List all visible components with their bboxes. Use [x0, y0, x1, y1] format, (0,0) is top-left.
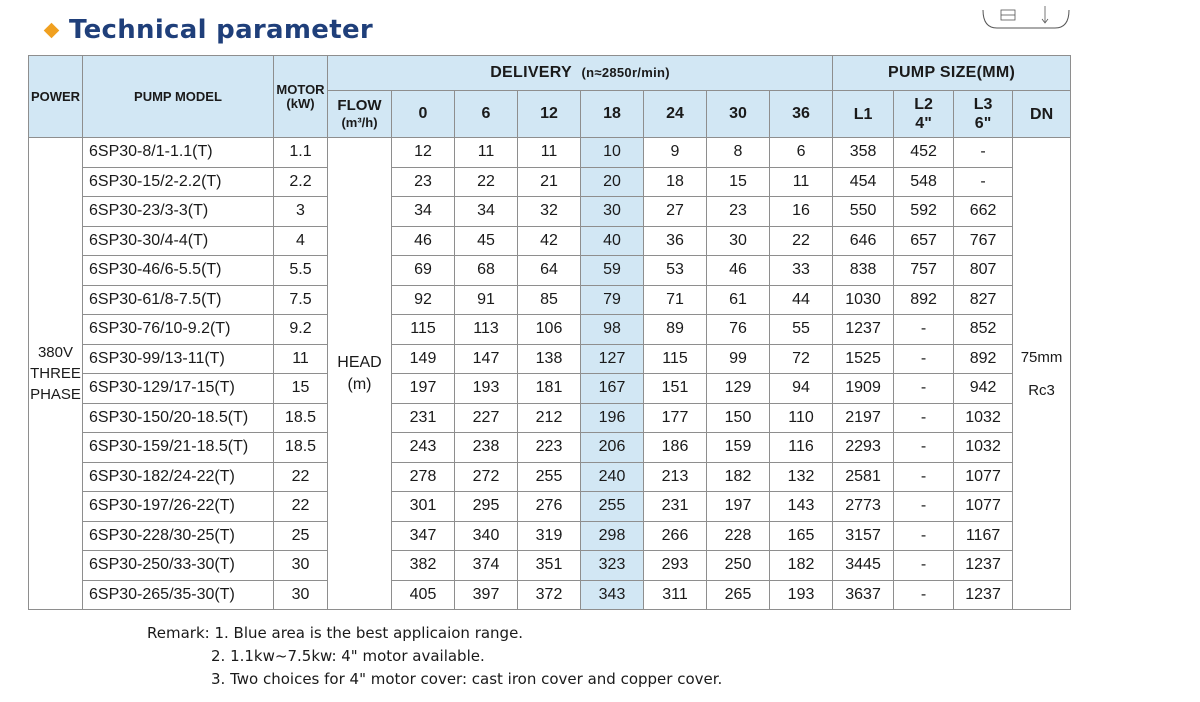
l1-cell: 358	[833, 138, 894, 168]
pump-model-cell: 6SP30-23/3-3(T)	[83, 197, 274, 227]
head-value-cell: 149	[392, 344, 455, 374]
power-header: POWER	[29, 56, 83, 138]
head-value-cell: 16	[770, 197, 833, 227]
head-value-cell-best: 206	[581, 433, 644, 463]
head-value-cell: 147	[455, 344, 518, 374]
head-value-cell-best: 30	[581, 197, 644, 227]
l2-cell: 757	[894, 256, 954, 286]
l2-cell: 592	[894, 197, 954, 227]
head-value-cell: 76	[707, 315, 770, 345]
l1-cell: 838	[833, 256, 894, 286]
head-value-cell: 30	[707, 226, 770, 256]
head-value-cell: 151	[644, 374, 707, 404]
flow-header: FLOW (m³/h)	[328, 91, 392, 138]
head-value-cell-best: 59	[581, 256, 644, 286]
l1-cell: 3637	[833, 580, 894, 610]
motor-cell: 11	[274, 344, 328, 374]
pump-model-cell: 6SP30-228/30-25(T)	[83, 521, 274, 551]
pump-model-cell: 6SP30-8/1-1.1(T)	[83, 138, 274, 168]
flow-value-header: 36	[770, 91, 833, 138]
head-value-cell: 69	[392, 256, 455, 286]
pump-model-cell: 6SP30-250/33-30(T)	[83, 551, 274, 581]
l1-header: L1	[833, 91, 894, 138]
motor-cell: 22	[274, 492, 328, 522]
l3-cell: 942	[954, 374, 1013, 404]
table-row	[29, 433, 1071, 463]
pump-model-cell: 6SP30-265/35-30(T)	[83, 580, 274, 610]
remark-line: 3. Two choices for 4" motor cover: cast iron cover and copper cover.	[211, 670, 723, 688]
head-value-cell: 197	[707, 492, 770, 522]
l2-cell: -	[894, 344, 954, 374]
head-value-cell: 193	[455, 374, 518, 404]
l3-cell: 1077	[954, 462, 1013, 492]
motor-cell: 22	[274, 462, 328, 492]
table-row	[29, 167, 1071, 197]
head-value-cell: 89	[644, 315, 707, 345]
head-value-cell-best: 20	[581, 167, 644, 197]
l3-cell: 892	[954, 344, 1013, 374]
l1-cell: 454	[833, 167, 894, 197]
l1-cell: 1909	[833, 374, 894, 404]
l2-cell: -	[894, 521, 954, 551]
head-value-cell: 61	[707, 285, 770, 315]
head-cell: HEAD (m)	[328, 138, 392, 610]
l1-cell: 1525	[833, 344, 894, 374]
pump-model-cell: 6SP30-150/20-18.5(T)	[83, 403, 274, 433]
l2-cell: 452	[894, 138, 954, 168]
head-value-cell-best: 167	[581, 374, 644, 404]
head-value-cell: 36	[644, 226, 707, 256]
motor-header: MOTOR (kW)	[274, 56, 328, 138]
head-value-cell: 11	[518, 138, 581, 168]
dn-cell: 75mm Rc3	[1013, 138, 1071, 610]
head-value-cell: 91	[455, 285, 518, 315]
head-value-cell: 34	[455, 197, 518, 227]
head-value-cell: 266	[644, 521, 707, 551]
head-value-cell: 18	[644, 167, 707, 197]
table-row	[29, 403, 1071, 433]
flow-value-header: 6	[455, 91, 518, 138]
flow-value-header: 12	[518, 91, 581, 138]
delivery-header: DELIVERY (n≈2850r/min)	[328, 56, 833, 91]
head-value-cell: 186	[644, 433, 707, 463]
head-value-cell: 278	[392, 462, 455, 492]
head-value-cell: 21	[518, 167, 581, 197]
head-value-cell: 85	[518, 285, 581, 315]
l2-cell: -	[894, 551, 954, 581]
head-value-cell: 276	[518, 492, 581, 522]
l3-cell: 807	[954, 256, 1013, 286]
table-row	[29, 138, 1071, 168]
l1-cell: 646	[833, 226, 894, 256]
table-body	[29, 138, 1071, 610]
head-value-cell: 228	[707, 521, 770, 551]
pump-model-cell: 6SP30-129/17-15(T)	[83, 374, 274, 404]
l3-cell: 1167	[954, 521, 1013, 551]
head-value-cell: 6	[770, 138, 833, 168]
head-value-cell: 92	[392, 285, 455, 315]
head-value-cell: 11	[770, 167, 833, 197]
head-value-cell: 46	[707, 256, 770, 286]
head-value-cell: 143	[770, 492, 833, 522]
head-value-cell: 45	[455, 226, 518, 256]
head-value-cell: 42	[518, 226, 581, 256]
head-value-cell: 132	[770, 462, 833, 492]
head-value-cell: 116	[770, 433, 833, 463]
head-value-cell: 382	[392, 551, 455, 581]
head-value-cell: 182	[770, 551, 833, 581]
pump-size-header: PUMP SIZE(MM)	[833, 56, 1071, 91]
l3-cell: -	[954, 138, 1013, 168]
motor-cell: 1.1	[274, 138, 328, 168]
head-value-cell: 265	[707, 580, 770, 610]
head-value-cell-best: 298	[581, 521, 644, 551]
head-value-cell: 231	[644, 492, 707, 522]
head-value-cell: 238	[455, 433, 518, 463]
head-value-cell: 115	[644, 344, 707, 374]
head-value-cell-best: 240	[581, 462, 644, 492]
motor-cell: 15	[274, 374, 328, 404]
pump-diagram-icon	[981, 0, 1071, 36]
technical-parameter-table	[28, 55, 1071, 610]
head-value-cell: 150	[707, 403, 770, 433]
l3-cell: 1237	[954, 551, 1013, 581]
page-title-block	[46, 12, 373, 48]
table-row	[29, 580, 1071, 610]
remarks	[147, 622, 722, 691]
head-value-cell: 347	[392, 521, 455, 551]
head-value-cell: 351	[518, 551, 581, 581]
l3-cell: 1237	[954, 580, 1013, 610]
pump-model-cell: 6SP30-15/2-2.2(T)	[83, 167, 274, 197]
head-value-cell: 99	[707, 344, 770, 374]
table-row	[29, 256, 1071, 286]
l3-cell: 662	[954, 197, 1013, 227]
head-value-cell-best: 40	[581, 226, 644, 256]
table-row	[29, 492, 1071, 522]
head-value-cell: 255	[518, 462, 581, 492]
pump-model-header: PUMP MODEL	[83, 56, 274, 138]
head-value-cell: 72	[770, 344, 833, 374]
head-value-cell: 129	[707, 374, 770, 404]
head-value-cell-best: 127	[581, 344, 644, 374]
motor-cell: 4	[274, 226, 328, 256]
head-value-cell: 182	[707, 462, 770, 492]
head-value-cell: 22	[770, 226, 833, 256]
head-value-cell: 94	[770, 374, 833, 404]
dn-header: DN	[1013, 91, 1071, 138]
head-value-cell: 33	[770, 256, 833, 286]
head-value-cell: 27	[644, 197, 707, 227]
pump-model-cell: 6SP30-197/26-22(T)	[83, 492, 274, 522]
l2-cell: 892	[894, 285, 954, 315]
motor-cell: 25	[274, 521, 328, 551]
head-value-cell: 197	[392, 374, 455, 404]
l3-cell: 767	[954, 226, 1013, 256]
head-value-cell-best: 255	[581, 492, 644, 522]
head-value-cell: 106	[518, 315, 581, 345]
table-row	[29, 374, 1071, 404]
l1-cell: 2197	[833, 403, 894, 433]
head-value-cell: 71	[644, 285, 707, 315]
head-value-cell: 293	[644, 551, 707, 581]
head-value-cell: 159	[707, 433, 770, 463]
pump-model-cell: 6SP30-182/24-22(T)	[83, 462, 274, 492]
head-value-cell: 177	[644, 403, 707, 433]
motor-cell: 18.5	[274, 403, 328, 433]
flow-value-header: 24	[644, 91, 707, 138]
motor-cell: 5.5	[274, 256, 328, 286]
head-value-cell: 181	[518, 374, 581, 404]
head-value-cell: 212	[518, 403, 581, 433]
page-title: Technical parameter	[69, 15, 374, 45]
motor-cell: 2.2	[274, 167, 328, 197]
head-value-cell: 138	[518, 344, 581, 374]
head-value-cell: 32	[518, 197, 581, 227]
head-value-cell: 12	[392, 138, 455, 168]
head-value-cell: 53	[644, 256, 707, 286]
motor-cell: 30	[274, 580, 328, 610]
table-row	[29, 521, 1071, 551]
l1-cell: 1030	[833, 285, 894, 315]
l1-cell: 2581	[833, 462, 894, 492]
head-value-cell: 374	[455, 551, 518, 581]
table-row	[29, 551, 1071, 581]
head-value-cell: 64	[518, 256, 581, 286]
l1-cell: 1237	[833, 315, 894, 345]
table-row	[29, 344, 1071, 374]
l1-cell: 3157	[833, 521, 894, 551]
power-cell: 380V THREE PHASE	[29, 138, 83, 610]
head-value-cell: 372	[518, 580, 581, 610]
head-value-cell: 295	[455, 492, 518, 522]
l3-cell: 827	[954, 285, 1013, 315]
l3-cell: -	[954, 167, 1013, 197]
head-value-cell: 340	[455, 521, 518, 551]
head-value-cell: 165	[770, 521, 833, 551]
remark-line: 2. 1.1kw~7.5kw: 4" motor available.	[211, 647, 485, 665]
table-row	[29, 462, 1071, 492]
l1-cell: 550	[833, 197, 894, 227]
pump-model-cell: 6SP30-30/4-4(T)	[83, 226, 274, 256]
head-value-cell: 9	[644, 138, 707, 168]
head-value-cell: 243	[392, 433, 455, 463]
l3-cell: 1032	[954, 403, 1013, 433]
motor-cell: 7.5	[274, 285, 328, 315]
head-value-cell-best: 343	[581, 580, 644, 610]
table-header-row	[29, 56, 1071, 91]
l2-cell: 657	[894, 226, 954, 256]
l3-header: L3 6"	[954, 91, 1013, 138]
head-value-cell: 68	[455, 256, 518, 286]
head-value-cell: 22	[455, 167, 518, 197]
flow-value-header: 0	[392, 91, 455, 138]
head-value-cell: 44	[770, 285, 833, 315]
head-value-cell-best: 10	[581, 138, 644, 168]
head-value-cell: 301	[392, 492, 455, 522]
pump-model-cell: 6SP30-99/13-11(T)	[83, 344, 274, 374]
l3-cell: 1077	[954, 492, 1013, 522]
pump-model-cell: 6SP30-76/10-9.2(T)	[83, 315, 274, 345]
l2-cell: 548	[894, 167, 954, 197]
flow-value-header: 30	[707, 91, 770, 138]
l1-cell: 2773	[833, 492, 894, 522]
head-value-cell: 223	[518, 433, 581, 463]
motor-cell: 30	[274, 551, 328, 581]
flow-value-header: 18	[581, 91, 644, 138]
head-value-cell: 227	[455, 403, 518, 433]
remark-line: Remark: 1. Blue area is the best applicaion range.	[147, 624, 524, 642]
motor-cell: 9.2	[274, 315, 328, 345]
head-value-cell-best: 79	[581, 285, 644, 315]
head-value-cell: 193	[770, 580, 833, 610]
head-value-cell-best: 196	[581, 403, 644, 433]
l3-cell: 852	[954, 315, 1013, 345]
motor-cell: 3	[274, 197, 328, 227]
head-value-cell: 231	[392, 403, 455, 433]
diamond-bullet-icon	[44, 22, 60, 38]
head-value-cell: 15	[707, 167, 770, 197]
l2-cell: -	[894, 492, 954, 522]
l2-cell: -	[894, 580, 954, 610]
head-value-cell: 113	[455, 315, 518, 345]
head-value-cell: 115	[392, 315, 455, 345]
l2-header: L2 4"	[894, 91, 954, 138]
head-value-cell: 213	[644, 462, 707, 492]
pump-model-cell: 6SP30-46/6-5.5(T)	[83, 256, 274, 286]
head-value-cell: 34	[392, 197, 455, 227]
l2-cell: -	[894, 374, 954, 404]
head-value-cell: 405	[392, 580, 455, 610]
l1-cell: 3445	[833, 551, 894, 581]
head-value-cell: 55	[770, 315, 833, 345]
l1-cell: 2293	[833, 433, 894, 463]
l2-cell: -	[894, 315, 954, 345]
l2-cell: -	[894, 403, 954, 433]
table-row	[29, 315, 1071, 345]
head-value-cell: 110	[770, 403, 833, 433]
l2-cell: -	[894, 433, 954, 463]
table-row	[29, 285, 1071, 315]
head-value-cell: 250	[707, 551, 770, 581]
motor-cell: 18.5	[274, 433, 328, 463]
head-value-cell: 311	[644, 580, 707, 610]
head-value-cell-best: 98	[581, 315, 644, 345]
head-value-cell: 23	[707, 197, 770, 227]
l3-cell: 1032	[954, 433, 1013, 463]
head-value-cell: 397	[455, 580, 518, 610]
table-row	[29, 226, 1071, 256]
head-value-cell: 46	[392, 226, 455, 256]
head-value-cell-best: 323	[581, 551, 644, 581]
head-value-cell: 8	[707, 138, 770, 168]
head-value-cell: 319	[518, 521, 581, 551]
table-row	[29, 197, 1071, 227]
head-value-cell: 23	[392, 167, 455, 197]
l2-cell: -	[894, 462, 954, 492]
pump-model-cell: 6SP30-61/8-7.5(T)	[83, 285, 274, 315]
head-value-cell: 272	[455, 462, 518, 492]
pump-model-cell: 6SP30-159/21-18.5(T)	[83, 433, 274, 463]
head-value-cell: 11	[455, 138, 518, 168]
